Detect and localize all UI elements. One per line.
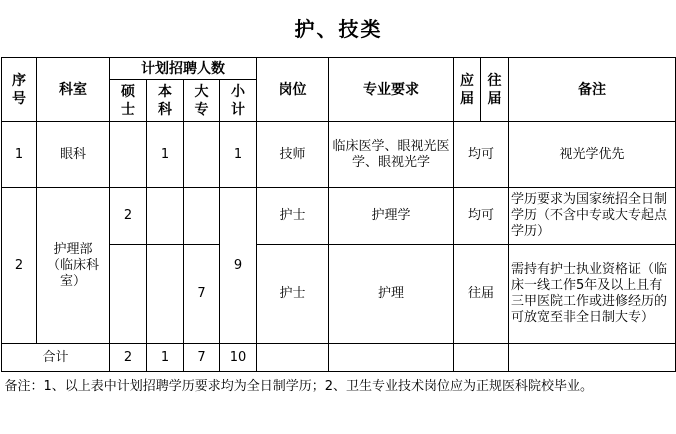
total-subtotal: 10 [220,344,257,372]
row2a-remark: 学历要求为国家统招全日制学历（不含中专或大专起点学历） [509,188,676,245]
total-remark [509,344,676,372]
row2a-major: 护理学 [329,188,454,245]
row1-master [110,122,147,188]
row1-position: 技师 [257,122,329,188]
row2b-remark: 需持有护士执业资格证（临床一线工作5年及以上且有三甲医院工作或进修经历的可放宽至非全日制大专） [509,245,676,344]
header-remark: 备注 [509,58,676,122]
row2a-bachelor [147,188,184,245]
row1-subtotal: 1 [220,122,257,188]
total-master: 2 [110,344,147,372]
header-major: 专业要求 [329,58,454,122]
row1-bachelor: 1 [147,122,184,188]
total-row [2,344,676,372]
row2b-major: 护理 [329,245,454,344]
header-past: 往 届 [481,58,509,122]
header-college: 大 专 [184,80,220,122]
row2-seq: 2 [2,188,37,344]
row2-dept: 护理部（临床科室） [37,188,110,344]
row1-graduate: 均可 [454,122,509,188]
row2b-college: 7 [184,245,220,344]
row2b-position: 护士 [257,245,329,344]
row2a-master: 2 [110,188,147,245]
header-plan: 计划招聘人数 [110,58,257,80]
header-dept: 科室 [37,58,110,122]
row1-dept: 眼科 [37,122,110,188]
row1-remark: 视光学优先 [509,122,676,188]
table-title: 护、技类 [2,0,676,58]
header-seq: 序 号 [2,58,37,122]
table-row [2,188,676,245]
row2a-college [184,188,220,245]
row1-major: 临床医学、眼视光医学、眼视光学 [329,122,454,188]
row2a-position: 护士 [257,188,329,245]
row2-subtotal: 9 [220,188,257,344]
total-college: 7 [184,344,220,372]
recruitment-table [1,0,676,434]
table-row [2,122,676,188]
row1-seq: 1 [2,122,37,188]
row2b-bachelor [147,245,184,344]
total-position [257,344,329,372]
header-bachelor: 本 科 [147,80,184,122]
header-position: 岗位 [257,58,329,122]
total-bachelor: 1 [147,344,184,372]
total-graduate [454,344,509,372]
total-label: 合计 [2,344,110,372]
row2b-master [110,245,147,344]
footer-note: 备注：1、以上表中计划招聘学历要求均为全日制学历；2、卫生专业技术岗位应为正规医科院校毕业。 [2,372,676,434]
header-master: 硕 士 [110,80,147,122]
row2a-graduate: 均可 [454,188,509,245]
row2b-graduate: 往届 [454,245,509,344]
header-subtotal: 小 计 [220,80,257,122]
total-major [329,344,454,372]
row1-college [184,122,220,188]
header-fresh: 应 届 [454,58,481,122]
